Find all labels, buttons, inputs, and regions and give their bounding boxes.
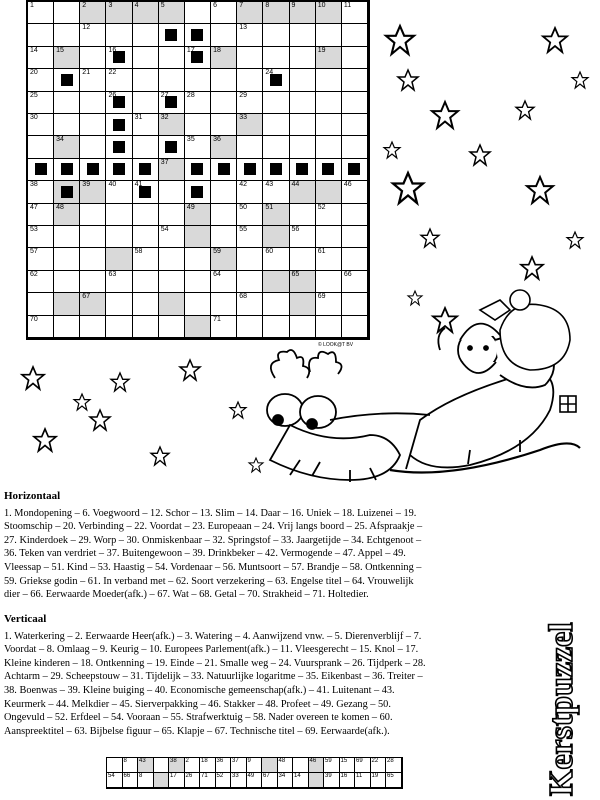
solution-cell[interactable]: 43 — [138, 758, 154, 773]
clue-number: 51 — [265, 203, 274, 211]
clue-number: 39 — [82, 181, 91, 189]
clue-number: 50 — [239, 203, 248, 211]
solution-cell[interactable]: 11 — [355, 773, 371, 788]
clue-number: 13 — [239, 24, 248, 32]
star-icon — [470, 145, 490, 165]
clue-number: 62 — [30, 270, 38, 278]
clue-number: 5 — [160, 2, 165, 9]
solution-cell[interactable]: 22 — [371, 758, 387, 773]
clue-number: 44 — [291, 181, 300, 189]
solution-cell[interactable] — [309, 773, 325, 788]
solution-cell[interactable]: 28 — [386, 758, 402, 773]
solution-cell[interactable]: 17 — [169, 773, 185, 788]
star-icon — [384, 142, 400, 158]
clue-number: 26 — [108, 91, 117, 99]
clue-number: 48 — [56, 203, 64, 211]
star-icon — [521, 257, 543, 279]
clue-number: 68 — [239, 293, 248, 301]
clue-number: 40 — [108, 181, 117, 189]
solution-cell[interactable]: 26 — [185, 773, 201, 788]
solution-cell[interactable]: 52 — [216, 773, 232, 788]
solution-cell[interactable]: 46 — [309, 758, 325, 773]
solution-cell[interactable] — [262, 758, 278, 773]
star-icon — [74, 394, 90, 410]
clue-number: 70 — [30, 315, 38, 323]
reindeer-icon — [267, 350, 400, 482]
clue-number: 24 — [265, 69, 274, 77]
solution-cell[interactable]: 49 — [247, 773, 263, 788]
clue-number: 12 — [82, 24, 91, 32]
clue-line: Achtarm – 29. Scheepstouw – 31. Tijdelijk – 33. Natuurlijke logaritme – 35. Eikenbast – 36. Treiter – — [4, 671, 423, 683]
clue-number: 46 — [343, 181, 352, 189]
clue-number: 20 — [30, 69, 38, 77]
solution-cell[interactable]: 15 — [340, 758, 356, 773]
clue-number: 60 — [265, 248, 274, 256]
star-icon — [572, 72, 588, 88]
star-icon — [34, 429, 56, 451]
clue-number: 27 — [160, 91, 169, 99]
clue-number: 11 — [343, 2, 352, 9]
clue-number: 53 — [30, 226, 38, 233]
clue-line: 1. Waterkering – 2. Eerwaarde Heer(afk.) – 3. Watering – 4. Aanwijzend vnw. – 5. Dierenverblijf – 7. — [4, 630, 422, 642]
clue-number: 41 — [134, 181, 143, 189]
clue-number: 2 — [82, 2, 87, 9]
clue-number: 49 — [186, 203, 195, 211]
solution-cell[interactable] — [293, 758, 309, 773]
clue-number: 59 — [213, 248, 221, 256]
solution-cell[interactable]: 65 — [386, 773, 402, 788]
solution-cell[interactable]: 39 — [324, 773, 340, 788]
vertical-title: Verticaal — [4, 613, 47, 625]
clue-number: 55 — [239, 226, 248, 233]
solution-cell[interactable]: 59 — [324, 758, 340, 773]
star-icon — [432, 102, 458, 128]
clue-number: 9 — [291, 2, 296, 9]
star-icon — [386, 26, 414, 54]
horizontal-clues — [4, 490, 494, 602]
horizontal-title: Horizontaal — [4, 490, 61, 502]
clue-number: 6 — [213, 2, 217, 9]
clue-line: 59. Griekse godin – 61. In verband met – 62. Soort verzekering – 63. Engelse titel – 64. Vrouwelijk — [4, 575, 414, 587]
solution-cell[interactable]: 37 — [231, 758, 247, 773]
clue-number: 8 — [265, 2, 270, 9]
clue-number: 7 — [239, 2, 244, 9]
clue-number: 65 — [291, 270, 300, 278]
clue-line: 38. Boenwas – 39. Kleine buiging – 40. Economische gemeenschap(afk.) – 41. Luitenant – 43. — [4, 684, 395, 696]
star-icon — [180, 360, 200, 380]
solution-cell[interactable]: 8 — [138, 773, 154, 788]
clue-line: 1. Mondopening – 6. Voegwoord – 12. Schor – 13. Slim – 14. Daar – 16. Uniek – 18. Luizenei – 19. — [4, 507, 417, 519]
clue-line: 27. Kinderdoek – 29. Worp – 30. Onmiskenbaar – 32. Springstof – 33. Jaargetijde – 34. Echtgenoot – — [4, 534, 422, 546]
clue-number: 71 — [213, 315, 221, 323]
clue-number: 25 — [30, 91, 38, 99]
clue-number: 16 — [108, 46, 117, 54]
puzzle-title — [510, 560, 600, 800]
star-icon — [543, 28, 567, 52]
star-icon — [567, 232, 583, 248]
clue-number: 33 — [239, 114, 248, 121]
solution-cell[interactable]: 19 — [371, 773, 387, 788]
star-icon — [393, 173, 423, 203]
clue-number: 47 — [30, 203, 38, 211]
clue-number: 10 — [317, 2, 326, 9]
clue-line: Kleine kinderen – 18. Ontkenning – 19. Einde – 21. Smalle weg – 24. Vuursprank – 26. Tijdperk – 28. — [4, 657, 426, 669]
clue-number: 21 — [82, 69, 91, 77]
star-icon — [151, 447, 169, 465]
clue-number: 52 — [317, 203, 326, 211]
solution-cell[interactable]: 18 — [200, 758, 216, 773]
solution-cell[interactable]: 66 — [123, 773, 139, 788]
clue-line: Keurmerk – 44. Melkdier – 45. Sierverpakking – 46. Stakker – 48. Profeet – 49. Gezang – 50. — [4, 698, 391, 710]
clue-number: 54 — [160, 226, 169, 233]
star-icon — [398, 70, 418, 90]
solution-cell[interactable]: 14 — [293, 773, 309, 788]
clue-line: Aanspreektitel – 63. Bijbelse figuur – 65. Klapje – 67. Technische titel – 69. Eerwaarde(afk.). — [4, 725, 390, 737]
clue-number: 37 — [160, 158, 169, 166]
clue-number: 57 — [30, 248, 38, 256]
solution-cell[interactable] — [107, 758, 123, 773]
solution-cell[interactable]: 8 — [123, 758, 139, 773]
solution-cell[interactable]: 36 — [216, 758, 232, 773]
clue-line: Vleessap – 51. Kind – 53. Haastig – 54. Vordenaar – 56. Muntsoort – 57. Brandje – 58. Ontkenning – — [4, 561, 422, 573]
vertical-clues — [4, 613, 494, 738]
solution-cell[interactable]: 9 — [247, 758, 263, 773]
clue-number: 38 — [30, 181, 38, 189]
clue-number: 28 — [186, 91, 195, 99]
solution-cell[interactable] — [154, 773, 170, 788]
solution-cell[interactable]: 38 — [169, 758, 185, 773]
solution-cell[interactable]: 48 — [278, 758, 294, 773]
star-icon — [527, 177, 553, 203]
clue-line: dier – 66. Eerwaarde Moeder(afk.) – 67. Wat – 68. Getal – 70. Strakheid – 71. Holtedier. — [4, 589, 369, 601]
star-icon — [111, 373, 129, 391]
solution-grid — [106, 757, 403, 789]
clue-number: 58 — [134, 248, 143, 256]
clue-number: 3 — [108, 2, 113, 9]
clue-number: 4 — [134, 2, 139, 9]
star-icon — [249, 458, 263, 472]
clue-line: Stoomschip – 20. Verbinding – 22. Voordat – 23. Europeaan – 24. Vrij langs boord – 25. Afspraakje – — [4, 521, 423, 533]
clue-number: 35 — [186, 136, 195, 144]
clue-number: 66 — [343, 270, 352, 278]
clue-number: 17 — [186, 46, 195, 54]
clue-number: 19 — [317, 46, 326, 54]
solution-cell[interactable]: 16 — [340, 773, 356, 788]
solution-cell[interactable]: 2 — [185, 758, 201, 773]
solution-cell[interactable] — [154, 758, 170, 773]
star-icon — [421, 229, 439, 247]
clue-line: 36. Teken van verdriet – 37. Buitengewoon – 39. Drinkbeker – 42. Vermogende – 47. Appel – 49. — [4, 548, 406, 560]
clue-number: 61 — [317, 248, 326, 256]
puzzle-title-text: Kerstpuzzel — [543, 622, 580, 796]
clue-number: 29 — [239, 91, 248, 99]
clue-line: Voordat – 8. Omlaag – 9. Keurig – 10. Europees Parlement(afk.) – 11. Vleesgerecht – 15. Knol – 17. — [4, 644, 419, 656]
solution-cell[interactable]: 69 — [355, 758, 371, 773]
solution-cell[interactable]: 34 — [278, 773, 294, 788]
star-icon — [90, 410, 110, 430]
star-icon — [230, 402, 246, 418]
clue-number: 34 — [56, 136, 64, 144]
clue-number: 69 — [317, 293, 326, 301]
star-icon — [22, 367, 44, 389]
clue-number: 64 — [213, 270, 221, 278]
clue-number: 18 — [213, 46, 221, 54]
solution-cell[interactable]: 54 — [107, 773, 123, 788]
clue-number: 1 — [30, 2, 34, 9]
copyright-text: © LOOK@T BV — [318, 342, 354, 348]
solution-cell[interactable]: 33 — [231, 773, 247, 788]
star-icon — [408, 291, 422, 305]
solution-cell[interactable]: 71 — [200, 773, 216, 788]
star-icon — [516, 101, 534, 119]
clue-line: Ongevuld – 52. Erfdeel – 54. Vooraan – 55. Strafwerktuig – 58. Nader overeen te komen – 60. — [4, 712, 393, 724]
clue-number: 63 — [108, 270, 117, 278]
clue-number: 36 — [213, 136, 221, 144]
clue-number: 43 — [265, 181, 274, 189]
clue-number: 22 — [108, 69, 117, 77]
clue-number: 56 — [291, 226, 300, 233]
clue-number: 32 — [160, 114, 169, 121]
solution-cell[interactable]: 67 — [262, 773, 278, 788]
clue-number: 15 — [56, 46, 64, 54]
clue-number: 67 — [82, 293, 91, 301]
clue-number: 30 — [30, 114, 38, 121]
clue-number: 31 — [134, 114, 143, 121]
clue-number: 14 — [30, 46, 38, 54]
clue-number: 42 — [239, 181, 248, 189]
